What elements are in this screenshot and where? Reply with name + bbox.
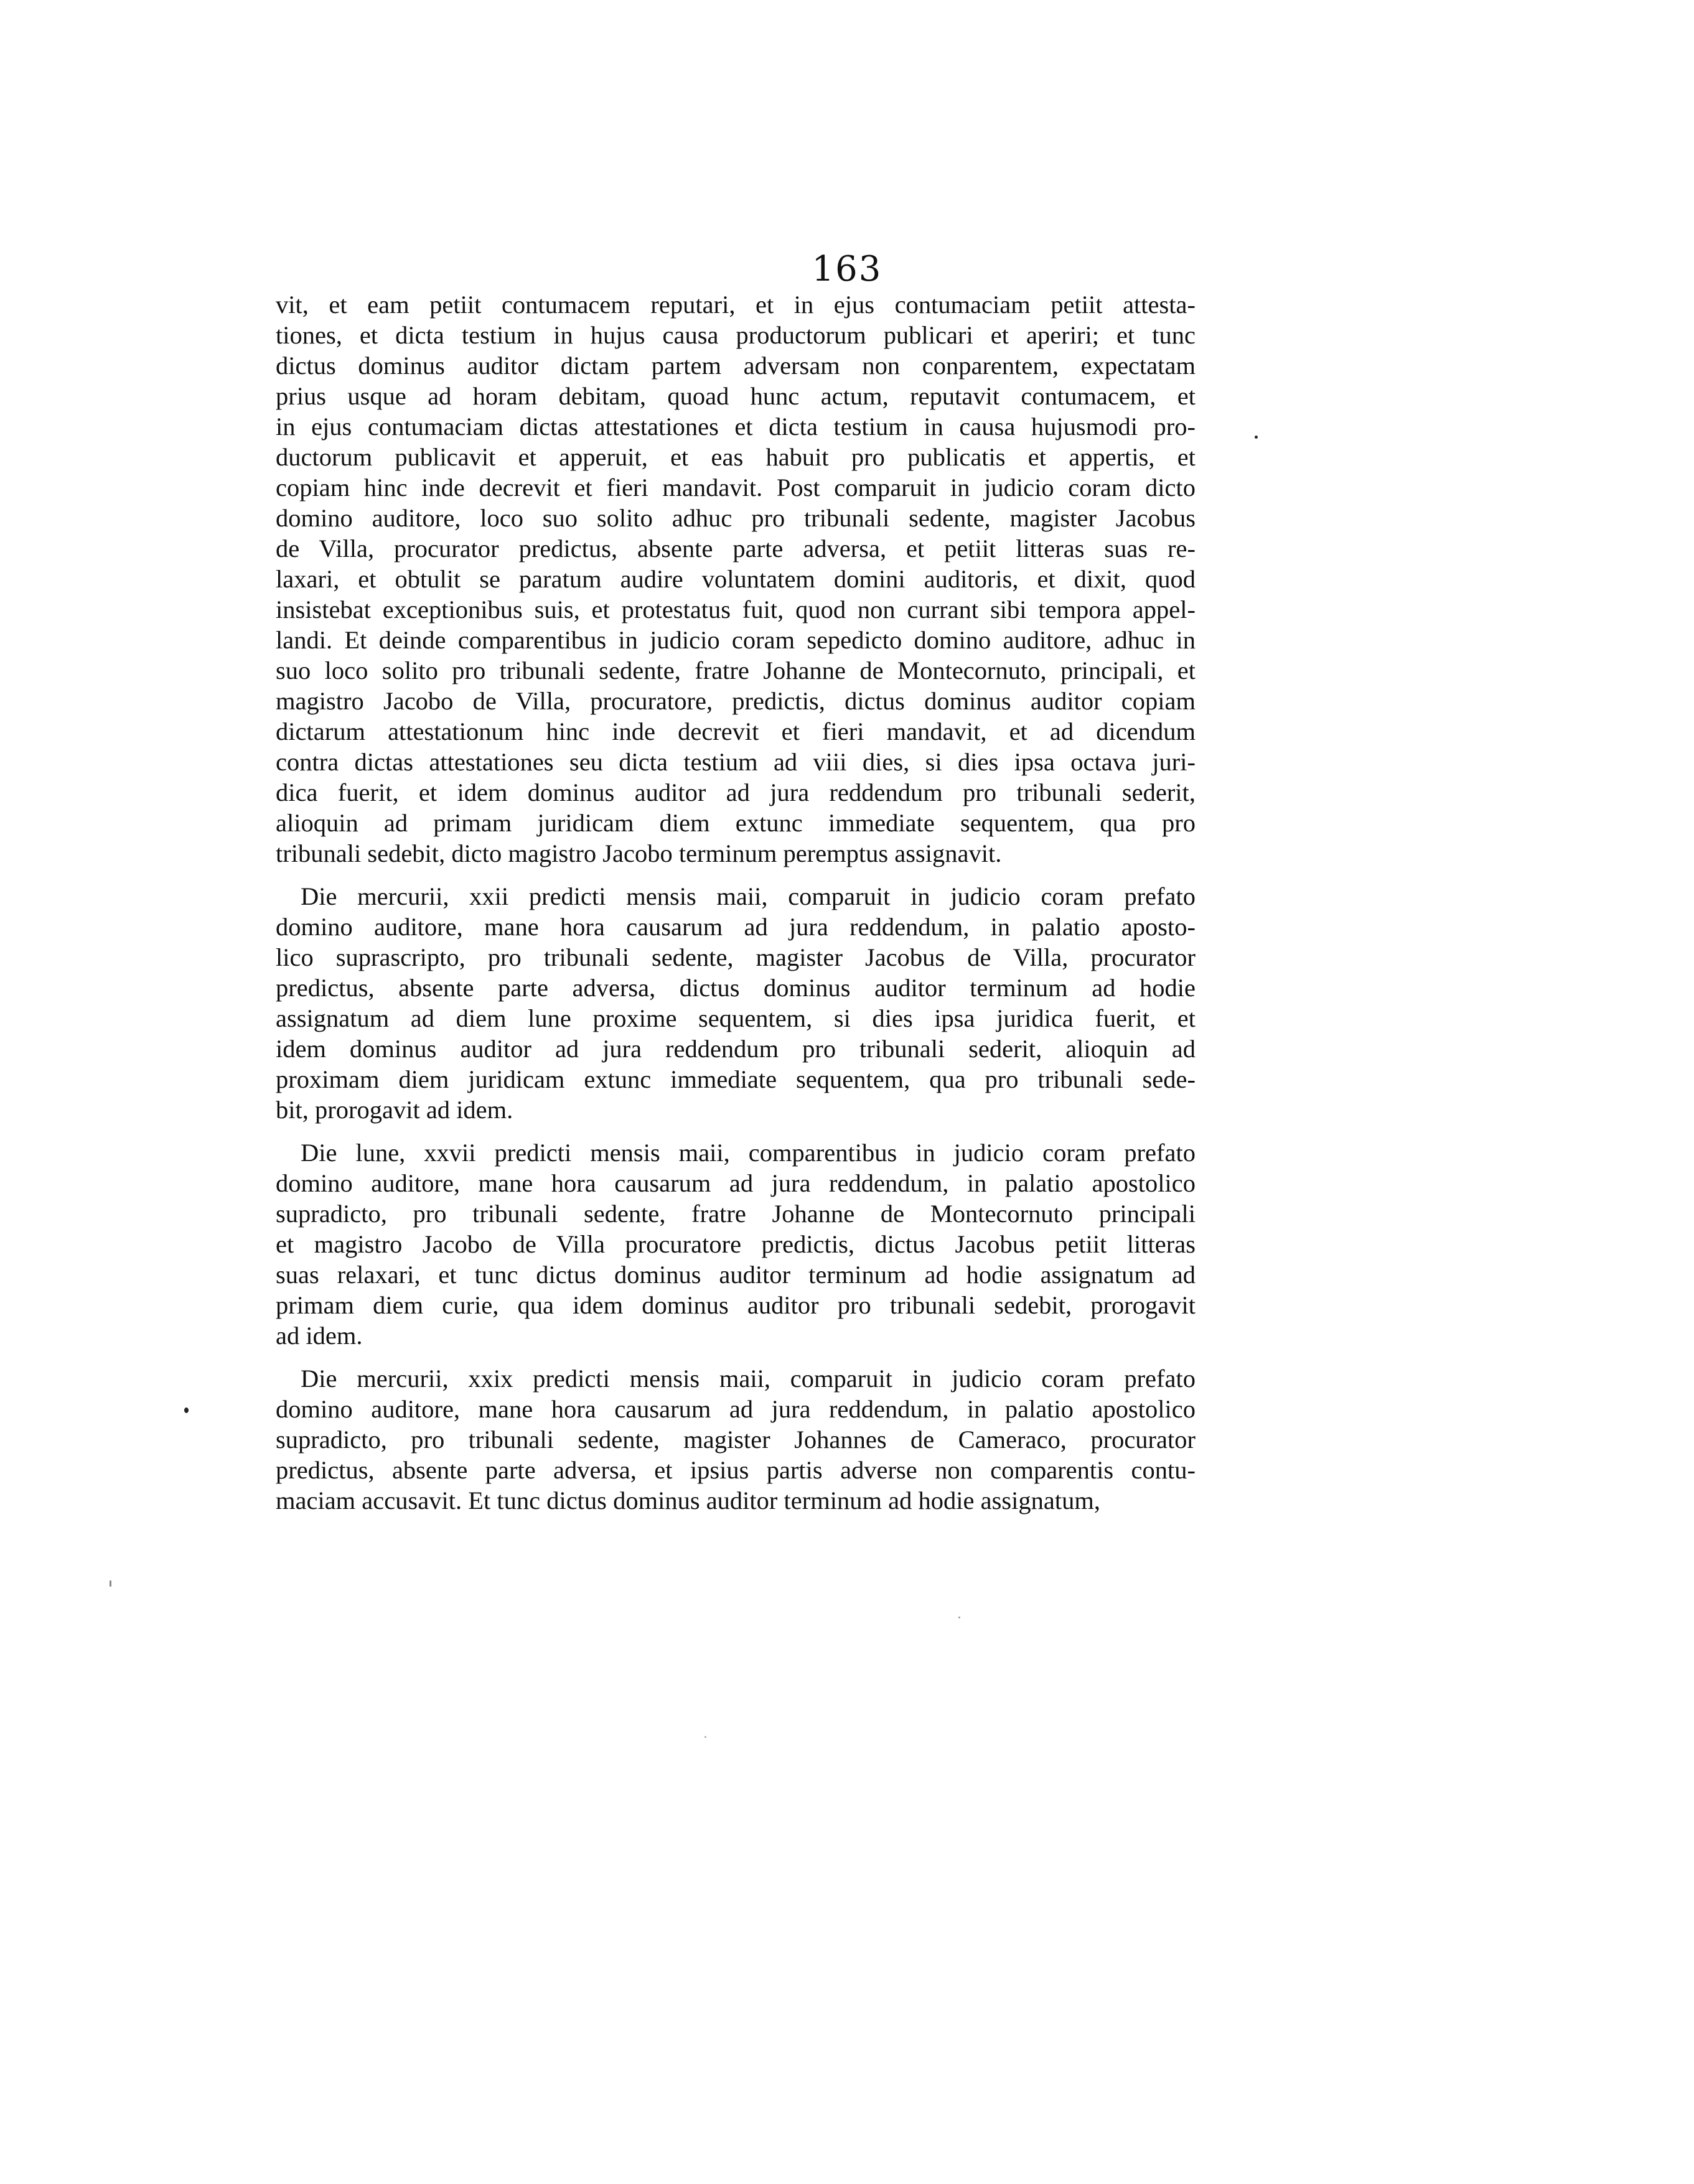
text-line: domino auditore, mane hora causarum ad jura reddendum, in palatio apostolico xyxy=(276,1395,1196,1423)
text-line: Die mercurii, xxix predicti mensis maii, comparuit in judicio coram prefato xyxy=(301,1365,1196,1393)
text-line: magistro Jacobo de Villa, procuratore, predictis, dictus dominus auditor copiam xyxy=(276,687,1196,715)
text-line: domino auditore, mane hora causarum ad jura reddendum, in palatio aposto- xyxy=(276,913,1196,941)
text-line: vit, et eam petiit contumacem reputari, et in ejus contumaciam petiit attesta- xyxy=(276,291,1196,319)
text-line: predictus, absente parte adversa, et ipsius partis adverse non comparentis contu- xyxy=(276,1456,1196,1484)
text-line: domino auditore, mane hora causarum ad jura reddendum, in palatio apostolico xyxy=(276,1169,1196,1197)
text-line: landi. Et deinde comparentibus in judicio coram sepedicto domino auditore, adhuc in xyxy=(276,626,1196,654)
text-line: assignatum ad diem lune proxime sequentem, si dies ipsa juridica fuerit, et xyxy=(276,1004,1196,1032)
text-line: maciam accusavit. Et tunc dictus dominus auditor terminum ad hodie assignatum, xyxy=(276,1486,1100,1514)
text-line: bit, prorogavit ad idem. xyxy=(276,1096,513,1124)
text-line: insistebat exceptionibus suis, et protestatus fuit, quod non currant sibi tempora appel- xyxy=(276,595,1196,623)
text-line: dictarum attestationum hinc inde decrevit et fieri mandavit, et ad dicendum xyxy=(276,717,1196,745)
scan-speck xyxy=(184,1407,189,1413)
paragraph xyxy=(276,881,1196,1125)
text-line: in ejus contumaciam dictas attestationes et dicta testium in causa hujusmodi pro- xyxy=(276,413,1196,441)
text-line: alioquin ad primam juridicam diem extunc immediate sequentem, qua pro xyxy=(276,809,1196,837)
text-line: et magistro Jacobo de Villa procuratore predictis, dictus Jacobus petiit litteras xyxy=(276,1230,1196,1258)
text-line: copiam hinc inde decrevit et fieri mandavit. Post comparuit in judicio coram dicto xyxy=(276,474,1196,502)
text-line: contra dictas attestationes seu dicta testium ad viii dies, si dies ipsa octava juri- xyxy=(276,748,1196,776)
scan-speck xyxy=(110,1580,111,1587)
text-line: suas relaxari, et tunc dictus dominus auditor terminum ad hodie assignatum ad xyxy=(276,1261,1196,1289)
paragraph xyxy=(276,1137,1196,1351)
page-number: 163 xyxy=(812,249,882,289)
text-line: predictus, absente parte adversa, dictus dominus auditor terminum ad hodie xyxy=(276,974,1196,1002)
text-line: tiones, et dicta testium in hujus causa productorum publicari et aperiri; et tunc xyxy=(276,321,1196,349)
text-line: laxari, et obtulit se paratum audire voluntatem domini auditoris, et dixit, quod xyxy=(276,565,1196,593)
text-line: supradicto, pro tribunali sedente, magister Johannes de Cameraco, procurator xyxy=(276,1426,1196,1454)
paragraph xyxy=(276,289,1196,869)
scan-speck xyxy=(704,1736,706,1738)
scan-speck xyxy=(958,1617,960,1618)
scan-speck xyxy=(1255,436,1258,439)
text-line: ductorum publicavit et apperuit, et eas habuit pro publicatis et appertis, et xyxy=(276,443,1196,471)
text-line: primam diem curie, qua idem dominus auditor pro tribunali sedebit, prorogavit xyxy=(276,1291,1196,1319)
text-line: ad idem. xyxy=(276,1322,363,1350)
text-line: proximam diem juridicam extunc immediate sequentem, qua pro tribunali sede- xyxy=(276,1065,1196,1093)
paragraph xyxy=(276,1363,1196,1516)
text-line: idem dominus auditor ad jura reddendum pro tribunali sederit, alioquin ad xyxy=(276,1035,1196,1063)
text-line: prius usque ad horam debitam, quoad hunc actum, reputavit contumacem, et xyxy=(276,382,1196,410)
text-line: Die mercurii, xxii predicti mensis maii, comparuit in judicio coram prefato xyxy=(301,882,1196,910)
text-line: suo loco solito pro tribunali sedente, fratre Johanne de Montecornuto, principali, et xyxy=(276,656,1196,684)
text-line: dica fuerit, et idem dominus auditor ad jura reddendum pro tribunali sederit, xyxy=(276,778,1196,806)
text-line: domino auditore, loco suo solito adhuc pro tribunali sedente, magister Jacobus xyxy=(276,504,1196,532)
body-text xyxy=(276,289,1196,1516)
text-line: supradicto, pro tribunali sedente, fratre Johanne de Montecornuto principali xyxy=(276,1200,1196,1228)
text-line: de Villa, procurator predictus, absente parte adversa, et petiit litteras suas re- xyxy=(276,534,1196,562)
text-line: tribunali sedebit, dicto magistro Jacobo terminum peremptus assignavit. xyxy=(276,839,1002,867)
text-line: dictus dominus auditor dictam partem adversam non conparentem, expectatam xyxy=(276,352,1196,380)
text-line: Die lune, xxvii predicti mensis maii, comparentibus in judicio coram prefato xyxy=(301,1139,1196,1167)
text-line: lico suprascripto, pro tribunali sedente, magister Jacobus de Villa, procurator xyxy=(276,943,1196,971)
